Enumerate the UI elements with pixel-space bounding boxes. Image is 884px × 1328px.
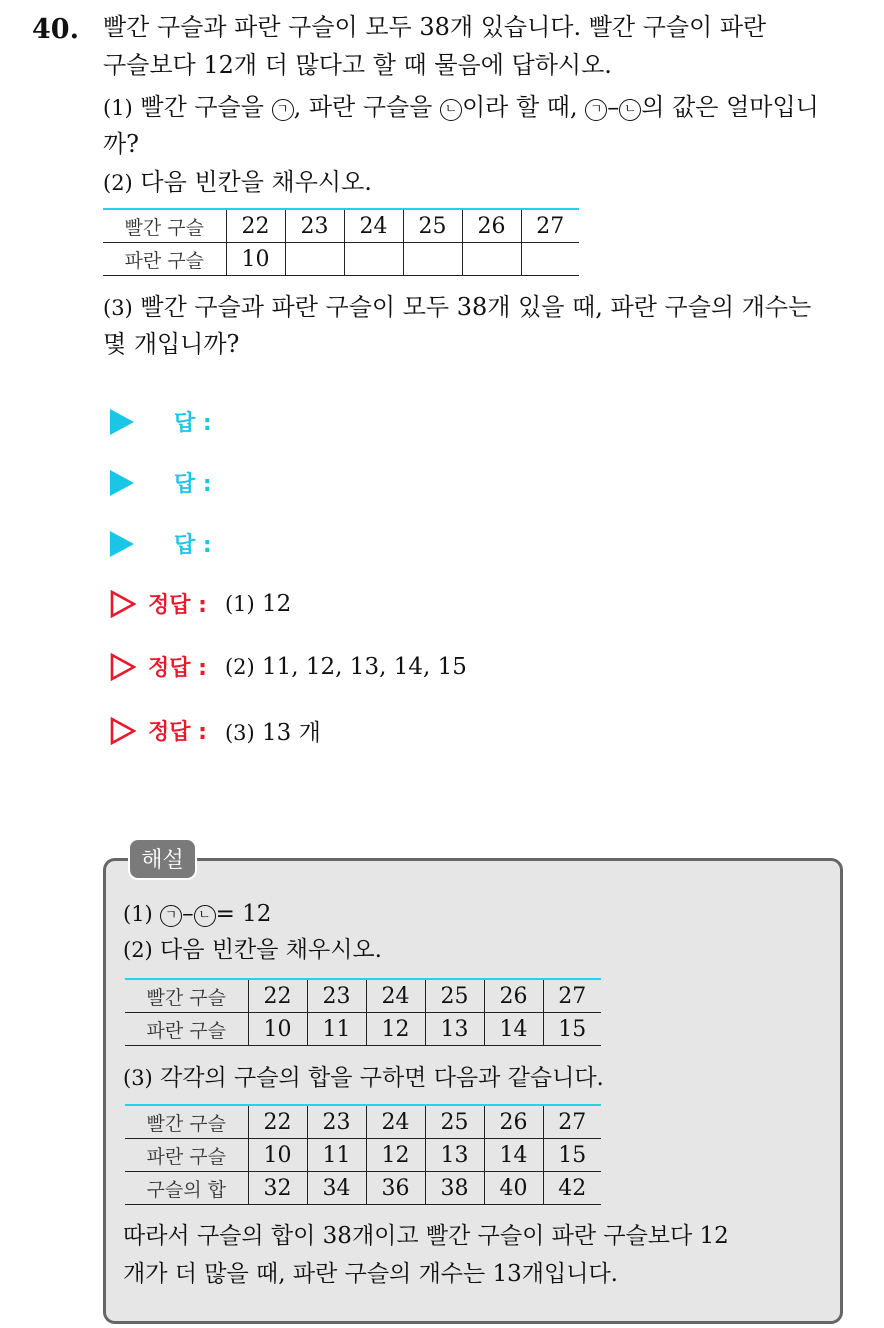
- table-cell: 11: [307, 1139, 366, 1172]
- table-cell: 24: [344, 209, 403, 243]
- part1-text-d: 의 값은 얼마입니: [641, 93, 819, 121]
- row-label-blue: 파란 구슬: [146, 1019, 226, 1042]
- table-cell: 22: [248, 1105, 307, 1139]
- part3-text: 빨간 구슬과 파란 구슬이 모두 38개 있을 때, 파란 구슬의 개수는: [132, 293, 812, 321]
- table-row: [103, 243, 579, 276]
- table-cell: 14: [484, 1139, 543, 1172]
- key-value: (1) 12: [224, 590, 292, 617]
- solution-part1-result: = 12: [215, 901, 272, 927]
- table-cell: 23: [307, 1105, 366, 1139]
- table-row: [125, 1172, 601, 1205]
- table-cell: 25: [425, 979, 484, 1013]
- answer-key-2: [110, 651, 467, 682]
- table-cell: 15: [543, 1139, 601, 1172]
- row-label-blue: 파란 구슬: [146, 1145, 226, 1168]
- solution-part2-prefix: (2): [123, 938, 153, 962]
- key-value: (3) 13 개: [224, 720, 321, 746]
- table-cell: 27: [543, 979, 601, 1013]
- circled-giyeok-icon: ㄱ: [272, 99, 294, 121]
- table-cell-blank[interactable]: [285, 243, 344, 276]
- table-cell: 32: [248, 1172, 307, 1205]
- row-label-blue: 파란 구슬: [124, 249, 204, 272]
- solution-part1-prefix: (1): [123, 902, 153, 926]
- answer-label: 답 :: [174, 472, 212, 497]
- table-cell: 13: [425, 1013, 484, 1046]
- row-label-sum: 구슬의 합: [146, 1178, 226, 1201]
- table-cell: 13: [425, 1139, 484, 1172]
- answer-row-1[interactable]: [110, 406, 212, 437]
- question-table: [103, 208, 579, 276]
- circled-nieun-icon: ㄴ: [619, 99, 641, 121]
- table-cell: 27: [543, 1105, 601, 1139]
- table-cell: 11: [307, 1013, 366, 1046]
- answer-row-3[interactable]: [110, 528, 212, 559]
- answer-row-2[interactable]: [110, 467, 212, 498]
- answer-label: 답 :: [174, 411, 212, 436]
- table-cell: 10: [248, 1013, 307, 1046]
- table-cell-blank[interactable]: [521, 243, 579, 276]
- table-cell: 38: [425, 1172, 484, 1205]
- solution-part3-prefix: (3): [123, 1066, 153, 1090]
- row-label-red: 빨간 구슬: [146, 986, 226, 1009]
- solution-part2-text: 다음 빈칸을 채우시오.: [152, 937, 382, 963]
- minus-sign: –: [607, 93, 620, 121]
- solution-table-1: [125, 978, 601, 1046]
- play-triangle-icon: [110, 470, 134, 496]
- table-cell: 25: [425, 1105, 484, 1139]
- table-row: [103, 209, 579, 243]
- row-label-red: 빨간 구슬: [146, 1112, 226, 1135]
- solution-table-2: [125, 1104, 601, 1205]
- table-cell: 24: [366, 979, 425, 1013]
- table-row: [125, 1105, 601, 1139]
- circled-giyeok-icon: ㄱ: [585, 99, 607, 121]
- circled-nieun-icon: ㄴ: [440, 99, 462, 121]
- table-row: [125, 979, 601, 1013]
- table-cell: 36: [366, 1172, 425, 1205]
- circled-giyeok-icon: ㄱ: [160, 905, 182, 927]
- solution-tag: 해설: [128, 838, 197, 880]
- table-cell: 34: [307, 1172, 366, 1205]
- table-cell: 23: [285, 209, 344, 243]
- key-label: 정답 :: [148, 720, 207, 745]
- part1-text-c: 이라 할 때,: [462, 93, 586, 121]
- table-cell: 22: [226, 209, 285, 243]
- play-triangle-icon: [110, 531, 134, 557]
- table-cell-blank[interactable]: [344, 243, 403, 276]
- outline-triangle-icon: [110, 653, 136, 681]
- table-cell: 22: [248, 979, 307, 1013]
- table-cell-blank[interactable]: [462, 243, 521, 276]
- solution-conclusion-1: 따라서 구슬의 합이 38개이고 빨간 구슬이 파란 구슬보다 12: [123, 1223, 729, 1249]
- play-triangle-icon: [110, 409, 134, 435]
- part1-line-2: 까?: [103, 130, 140, 158]
- table-cell: 26: [484, 979, 543, 1013]
- part2-question: [103, 165, 372, 200]
- part2-text: 다음 빈칸을 채우시오.: [132, 168, 372, 196]
- table-cell: 26: [462, 209, 521, 243]
- solution-part3: [123, 1062, 604, 1094]
- table-cell: 27: [521, 209, 579, 243]
- table-cell: 23: [307, 979, 366, 1013]
- table-cell: 42: [543, 1172, 601, 1205]
- solution-part3-text: 각각의 구슬의 합을 구하면 다음과 같습니다.: [152, 1065, 604, 1091]
- part3-question: [103, 290, 811, 325]
- key-label: 정답 :: [148, 593, 207, 618]
- table-cell: 25: [403, 209, 462, 243]
- part1-text-b: , 파란 구슬을: [293, 93, 440, 121]
- table-cell: 10: [226, 243, 285, 276]
- solution-part1: [123, 898, 271, 930]
- answer-key-3: [110, 714, 321, 747]
- table-row: [125, 1013, 601, 1046]
- table-cell: 10: [248, 1139, 307, 1172]
- answer-key-1: [110, 588, 291, 619]
- table-cell: 14: [484, 1013, 543, 1046]
- table-cell: 12: [366, 1013, 425, 1046]
- outline-triangle-icon: [110, 590, 136, 618]
- part2-prefix: (2): [103, 171, 133, 195]
- part3-prefix: (3): [103, 296, 133, 320]
- table-cell: 40: [484, 1172, 543, 1205]
- part1-prefix: (1): [103, 96, 133, 120]
- key-label: 정답 :: [148, 656, 207, 681]
- circled-nieun-icon: ㄴ: [194, 905, 216, 927]
- key-value: (2) 11, 12, 13, 14, 15: [224, 653, 467, 680]
- question-line-1: 빨간 구슬과 파란 구슬이 모두 38개 있습니다. 빨간 구슬이 파란: [103, 13, 767, 41]
- solution-part2: [123, 934, 382, 966]
- row-label-red: 빨간 구슬: [124, 216, 204, 239]
- table-cell-blank[interactable]: [403, 243, 462, 276]
- table-cell: 24: [366, 1105, 425, 1139]
- table-cell: 12: [366, 1139, 425, 1172]
- table-cell: 15: [543, 1013, 601, 1046]
- answer-label: 답 :: [174, 533, 212, 558]
- part1-text-a: 빨간 구슬을: [132, 93, 272, 121]
- minus-sign: –: [182, 901, 194, 927]
- outline-triangle-icon: [110, 717, 136, 745]
- solution-conclusion-2: 개가 더 많을 때, 파란 구슬의 개수는 13개입니다.: [123, 1261, 618, 1287]
- part3-line-2: 몇 개입니까?: [103, 330, 240, 358]
- table-cell: 26: [484, 1105, 543, 1139]
- question-line-2: 구슬보다 12개 더 많다고 할 때 물음에 답하시오.: [103, 51, 612, 79]
- table-row: [125, 1139, 601, 1172]
- question-number: 40.: [32, 14, 79, 45]
- part1-question: [103, 90, 819, 125]
